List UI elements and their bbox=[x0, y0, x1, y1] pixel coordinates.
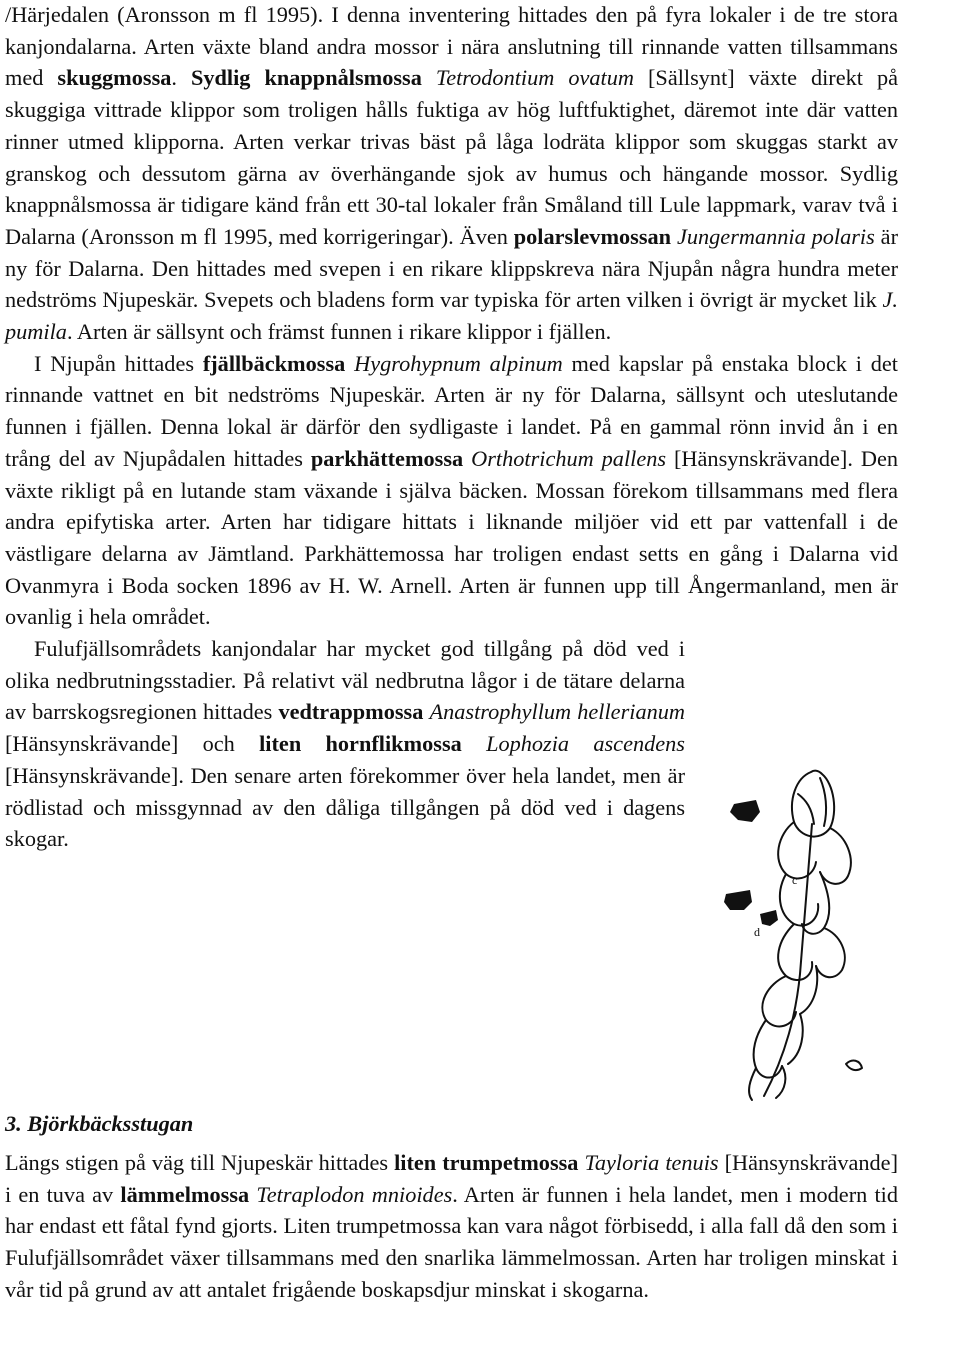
paragraph-2 bbox=[5, 348, 898, 633]
species-name: polarslevmossan bbox=[513, 223, 672, 249]
species-name: lämmelmossa bbox=[120, 1181, 250, 1207]
text: [Sällsynt] växte direkt på skuggiga vittrade klippor som troligen hålls fuktiga av hög luftfuktighet, däremot inte där vatten rinner utmed klipporna. Arten verkar trivas bäst på låga lodräta klippor som skuggas starkt av granskog och dessutom gärna av överhängande sjok av humus och hängande mossor. Sydlig knappnålsmossa är tidigare känd från ett 30-tal lokaler från Småland till Lule lappmark, varav två i Dalarna (Aronsson m fl 1995, med korrigeringar). Även bbox=[5, 65, 898, 249]
text: [Hänsynskrävande] i en tuva av bbox=[5, 1150, 898, 1207]
figure-label-d: d bbox=[754, 925, 760, 939]
species-name: liten trumpetmossa bbox=[394, 1150, 579, 1175]
latin-name: Anastrophyllum hellerianum bbox=[429, 699, 685, 725]
paragraph-1 bbox=[5, 0, 898, 348]
text: /Härjedalen (Aronsson m fl 1995). I denna inventering hittades den på fyra lokaler i de tre stora kanjondalarna. Arten växte bland andra mossor i nära anslutning till rinnande vatten tillsammans med bbox=[5, 2, 898, 91]
text: [Hänsynskrävande]. Den växte rikligt på en lutande stam växande i själva bäcken. Mossan förekom tillsammans med flera andra epifytiska arter. Arten har tidigare hittats i liknande miljöer vid ett par vattenfall i de västligare delarna av Jämtland. Parkhättemossa har troligen endast setts en gång i Dalarna vid Ovanmyra i Boda socken 1896 av H. W. Arnell. Arten är funnen upp till Ångermanland, men är ovanlig i hela området. bbox=[5, 445, 898, 630]
moss-illustration bbox=[716, 764, 896, 1104]
species-name: Sydlig knappnålsmossa bbox=[190, 65, 422, 91]
text: I Njupån hittades bbox=[34, 350, 203, 376]
section-3-body bbox=[5, 1147, 898, 1306]
text bbox=[345, 351, 354, 376]
latin-name: Jungermannia polaris bbox=[676, 223, 875, 249]
species-name: liten hornflikmossa bbox=[259, 731, 462, 757]
text: [Hänsynskrävande] och bbox=[5, 731, 260, 757]
species-name: skuggmossa bbox=[57, 65, 172, 91]
latin-name: J. pumila bbox=[5, 287, 898, 345]
figure-label-c: c bbox=[792, 873, 798, 887]
species-name: fjällbäckmossa bbox=[202, 350, 346, 376]
species-name: parkhättemossa bbox=[310, 445, 464, 471]
species-name: vedtrappmossa bbox=[278, 699, 424, 725]
latin-name: Tayloria tenuis bbox=[584, 1150, 719, 1175]
text: . bbox=[171, 65, 191, 91]
text: . Arten är funnen i hela landet, men i modern tid har endast ett fåtal fynd gjorts. Liten trumpetmossa kan vara något förbisedd, i alla fall då den som i Fulufjällsområdet växer tillsammans med den snarlika lämmelmossan. Arten har troligen minskat i vår tid på grund av att antalet frigående boskapsdjur minskat i skogarna. bbox=[5, 1181, 898, 1302]
paragraph-4 bbox=[5, 1147, 898, 1306]
section-heading: 3. Björkbäcksstugan bbox=[5, 1111, 194, 1136]
text bbox=[463, 446, 471, 471]
latin-name: Hygrohypnum alpinum bbox=[354, 350, 563, 376]
page-body bbox=[5, 0, 898, 855]
text: Längs stigen på väg till Njupeskär hittades bbox=[5, 1150, 395, 1175]
text: med kapslar på enstaka block i det rinnande vattnet en bit nedströms Njupeskär. Arten är ny för Dalarna, sällsynt och uteslutande funnen i fjällen. Denna lokal är därför den sydligaste i landet. På en gammal rönn invid ån i en trång del av Njupådalen hittades bbox=[5, 350, 898, 471]
text: [Hänsynskrävande]. Den senare arten förekommer över hela landet, men är rödlistad och missgynnad av den dåliga tillgången på död ved i dagens skogar. bbox=[5, 762, 685, 852]
text: är ny för Dalarna. Den hittades med svepen i en rikare klippskreva nära Njupån några hundra meter nedströms Njupeskär. Svepets och bladens form var typiska för arten vilken i övrigt är mycket lik bbox=[5, 223, 898, 313]
latin-name: Tetrodontium ovatum bbox=[435, 65, 634, 91]
moss-drawing-icon bbox=[716, 764, 896, 1104]
text bbox=[422, 65, 436, 90]
text: . Arten är sällsynt och främst funnen i rikare klippor i fjällen. bbox=[66, 319, 612, 345]
paragraph-3 bbox=[5, 633, 685, 855]
latin-name: Orthotrichum pallens bbox=[471, 445, 667, 471]
text: Fulufjällsområdets kanjondalar har mycket god tillgång på död ved i olika nedbrutningsstadier. På relativt väl nedbrutna lågor i de tätare delarna av barrskogsregionen hittades bbox=[5, 636, 685, 725]
text bbox=[462, 731, 486, 756]
latin-name: Lophozia ascendens bbox=[486, 731, 685, 757]
latin-name: Tetraplodon mnioides bbox=[256, 1181, 453, 1207]
